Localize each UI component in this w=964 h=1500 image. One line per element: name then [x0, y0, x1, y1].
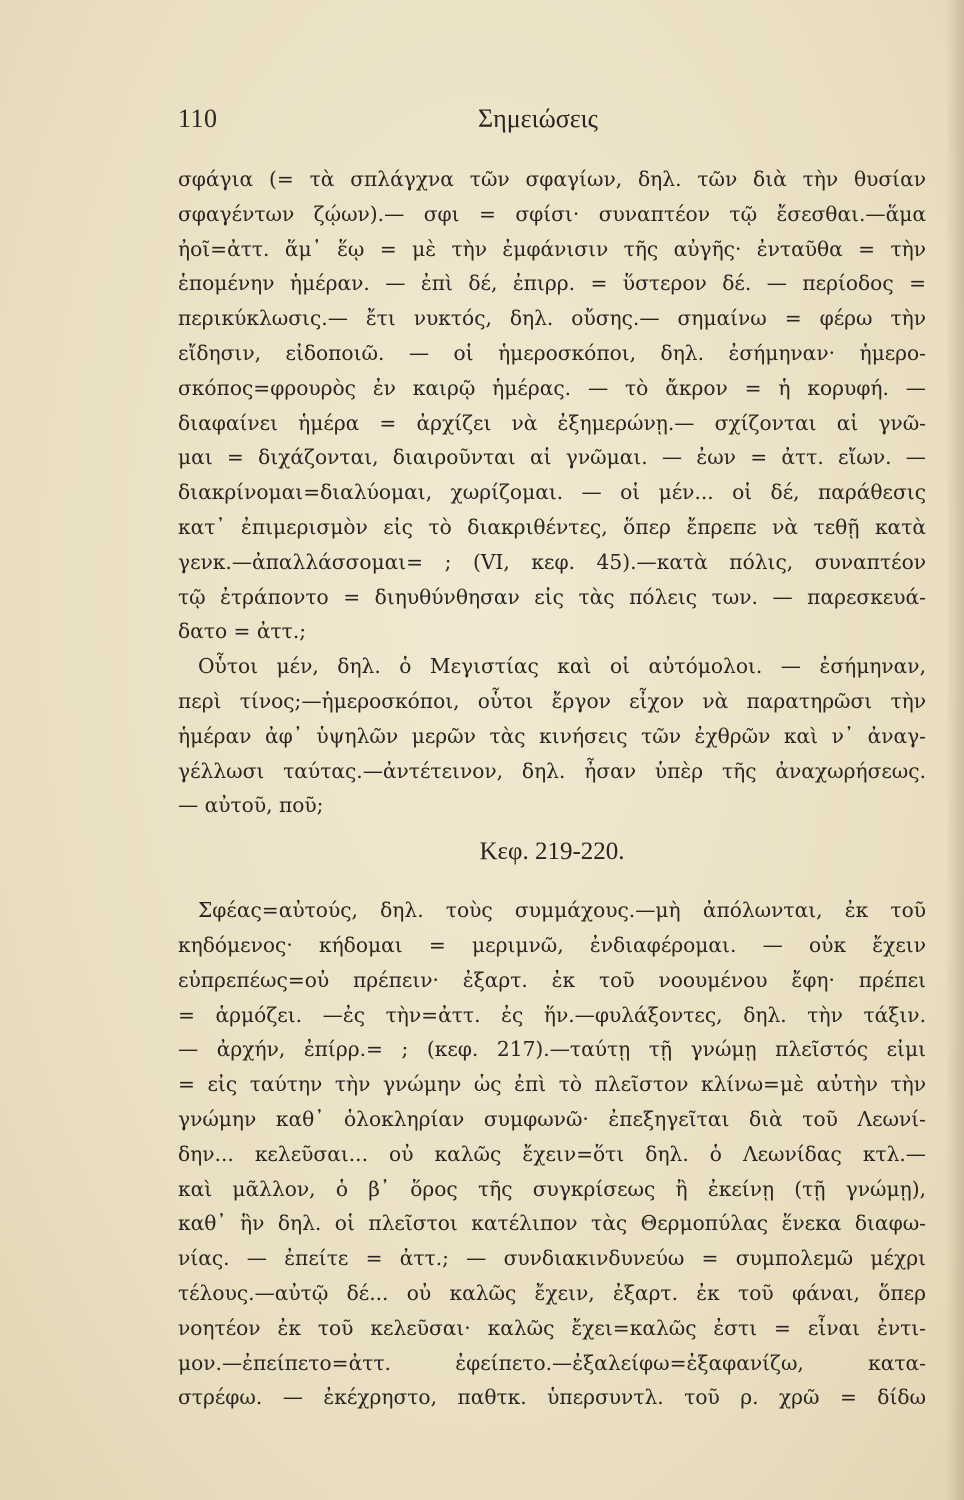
- section-heading: Κεφ. 219-220.: [479, 838, 625, 866]
- text-line: κηδόμενος· κήδομαι = μεριμνῶ, ἐνδιαφέρομαι. — οὐκ ἔχειν: [178, 932, 926, 957]
- text-line: δατο = ἀττ.;: [178, 619, 307, 644]
- text-line: νοητέον ἐκ τοῦ κελεῦσαι· καλῶς ἔχει=καλῶς ἐστι = εἶναι ἐντι-: [178, 1315, 926, 1340]
- text-line: — αὐτοῦ, ποῦ;: [178, 793, 324, 818]
- text-line: γέλλωσι ταύτας.—ἀντέτεινον, δηλ. ἦσαν ὑπὲρ τῆς ἀναχωρήσεως.: [178, 758, 926, 783]
- text-line: Οὗτοι μέν, δηλ. ὁ Μεγιστίας καὶ οἱ αὐτόμολοι. — ἐσήμηναν,: [198, 654, 926, 679]
- text-line: ἑπομένην ἡμέραν. — ἐπὶ δέ, ἐπιρρ. = ὕστερον δέ. — περίοδος =: [178, 271, 926, 296]
- text-line: περὶ τίνος;—ἡμεροσκόποι, οὗτοι ἔργον εἶχον νὰ παρατηρῶσι τὴν: [178, 688, 926, 713]
- text-line: στρέφω. — ἐκέχρηστο, παθτκ. ὑπερσυντλ. τοῦ ρ. χρῶ = δίδω: [178, 1385, 926, 1410]
- text-line: δην... κελεῦσαι... οὐ καλῶς ἔχειν=ὅτι δηλ. ὁ Λεωνίδας κτλ.—: [178, 1141, 926, 1166]
- text-line: διακρίνομαι=διαλύομαι, χωρίζομαι. — οἱ μέν... οἱ δέ, παράθεσις: [178, 480, 926, 505]
- text-line: σκόπος=φρουρὸς ἐν καιρῷ ἡμέρας. — τὸ ἄκρον = ἡ κορυφή. —: [178, 375, 926, 400]
- text-line: καθ᾽ ἣν δηλ. οἱ πλεῖστοι κατέλιπον τὰς Θερμοπύλας ἕνεκα διαφω-: [178, 1211, 926, 1236]
- text-line: τέλους.—αὐτῷ δέ... οὐ καλῶς ἔχειν, ἐξαρτ. ἐκ τοῦ φάναι, ὅπερ: [178, 1280, 926, 1305]
- text-line: ἡμέραν ἀφ᾽ ὑψηλῶν μερῶν τὰς κινήσεις τῶν ἐχθρῶν καὶ ν᾽ ἀναγ-: [178, 723, 926, 748]
- text-line: μαι = διχάζονται, διαιροῦνται αἱ γνῶμαι. — ἐων = ἀττ. εἴων. —: [178, 445, 926, 470]
- text-line: καὶ μᾶλλον, ὁ β᾽ ὅρος τῆς συγκρίσεως ἢ ἐκείνῃ (τῇ γνώμῃ),: [178, 1176, 926, 1201]
- running-head: [178, 104, 926, 144]
- text-line: — ἀρχήν, ἐπίρρ.= ; (κεφ. 217).—ταύτῃ τῇ γνώμῃ πλεῖστός εἰμι: [178, 1037, 926, 1062]
- text-line: εἴδησιν, εἰδοποιῶ. — οἱ ἡμεροσκόποι, δηλ. ἐσήμηναν· ἡμερο-: [178, 340, 926, 365]
- text-line: διαφαίνει ἡμέρα = ἀρχίζει νὰ ἐξημερώνῃ.— σχίζονται αἱ γνῶ-: [178, 410, 926, 435]
- text-line: = εἰς ταύτην τὴν γνώμην ὡς ἐπὶ τὸ πλεῖστον κλίνω=μὲ αὐτὴν τὴν: [178, 1072, 926, 1097]
- text-line: = ἁρμόζει. —ἐς τὴν=ἀττ. ἐς ἥν.—φυλάξοντες, δηλ. τὴν τάξιν.: [178, 1002, 926, 1027]
- running-head-title: Σημειώσεις: [478, 104, 598, 133]
- text-line: σφάγια (= τὰ σπλάγχνα τῶν σφαγίων, δηλ. τῶν διὰ τὴν θυσίαν: [178, 167, 926, 191]
- text-line: γνώμην καθ᾽ ὁλοκληρίαν συμφωνῶ· ἐπεξηγεῖται διὰ τοῦ Λεωνί-: [178, 1106, 926, 1131]
- text-line: σφαγέντων ζῴων).— σφι = σφίσι· συναπτέον τῷ ἔσεσθαι.—ἅμα: [178, 201, 926, 226]
- text-line: εὐπρεπέως=οὐ πρέπειν· ἐξαρτ. ἐκ τοῦ νοουμένου ἔφη· πρέπει: [178, 967, 926, 992]
- text-line: νίας. — ἐπείτε = ἀττ.; — συνδιακινδυνεύω = συμπολεμῶ μέχρι: [178, 1246, 926, 1271]
- notes-body: [178, 162, 926, 1415]
- text-line: ἠοῖ=ἀττ. ἅμ᾽ ἕῳ = μὲ τὴν ἐμφάνισιν τῆς αὐγῆς· ἐνταῦθα = τὴν: [178, 236, 926, 261]
- text-line: κατ᾽ ἐπιμερισμὸν εἰς τὸ διακριθέντες, ὅπερ ἔπρεπε νὰ τεθῇ κατὰ: [178, 514, 926, 539]
- page-number: 110: [178, 104, 218, 133]
- text-line: περικύκλωσις.— ἔτι νυκτός, δηλ. οὔσης.— σημαίνω = φέρω τὴν: [178, 306, 926, 331]
- text-line: Σφέας=αὐτούς, δηλ. τοὺς συμμάχους.—μὴ ἀπόλωνται, ἐκ τοῦ: [198, 898, 926, 923]
- page-edge-shadow: [946, 0, 964, 1500]
- text-line: τῷ ἐτράποντο = διηυθύνθησαν εἰς τὰς πόλεις των. — παρεσκευά-: [178, 584, 926, 609]
- text-line: μον.—ἐπείπετο=ἀττ. ἐφείπετο.—ἐξαλείφω=ἐξαφανίζω, κατα-: [178, 1350, 926, 1375]
- text-line: γενκ.—ἀπαλλάσσομαι= ; (VI, κεφ. 45).—κατὰ πόλις, συναπτέον: [178, 549, 926, 574]
